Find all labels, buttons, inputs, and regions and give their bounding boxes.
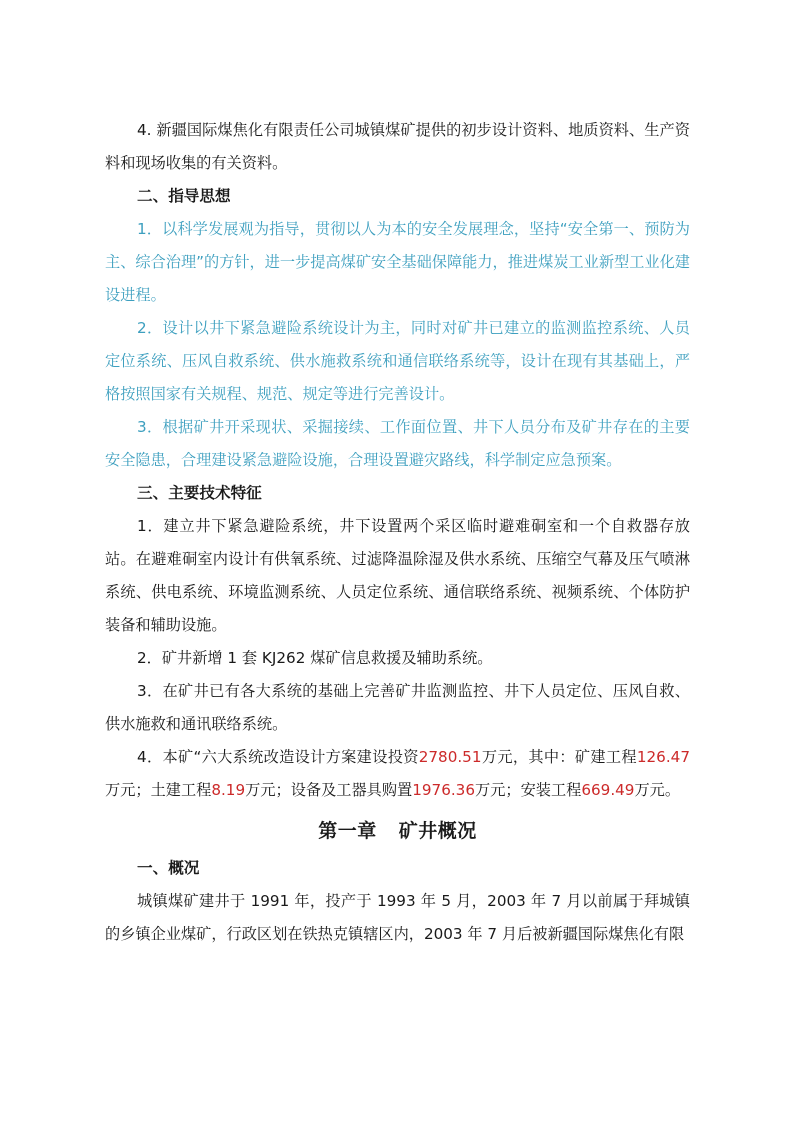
invest-text-3: 万元；土建工程: [105, 781, 212, 799]
invest-text-6: 万元。: [634, 781, 681, 799]
chapter-title: [105, 813, 690, 849]
section-heading-overview: 一、概况: [137, 859, 200, 877]
feature-point-3: 3．在矿井已有各大系统的基础上完善矿井监测监控、井下人员定位、压风自救、供水施救和通讯联络系统。: [105, 682, 690, 733]
invest-total-value: 2780.51: [418, 748, 482, 766]
guiding-point-3: 3．根据矿井开采现状、采掘接续、工作面位置、井下人员分布及矿井存在的主要安全隐患，合理建设紧急避险设施，合理设置避灾路线，科学制定应急预案。: [105, 418, 690, 469]
mine-construction-value: 126.47: [636, 748, 691, 766]
guiding-point-1: 1．以科学发展观为指导，贯彻以人为本的安全发展理念，坚持“安全第一、预防为主、综合治理”的方针，进一步提高煤矿安全基础保障能力，推进煤炭工业新型工业化建设进程。: [105, 220, 690, 304]
feature-point-4: [105, 741, 690, 807]
feature-point-2: 2．矿井新增 1 套 KJ262 煤矿信息救援及辅助系统。: [137, 649, 493, 667]
item-4-paragraph: 4. 新疆国际煤焦化有限责任公司城镇煤矿提供的初步设计资料、地质资料、生产资料和现场收集的有关资料。: [105, 121, 690, 172]
chapter-name: 矿井概况: [398, 820, 477, 842]
overview-paragraph: 城镇煤矿建井于 1991 年，投产于 1993 年 5 月，2003 年 7 月以前属于拜城镇的乡镇企业煤矿，行政区划在铁热克镇辖区内，2003 年 7 月后被新疆国际煤焦化有限: [105, 892, 690, 943]
equipment-value: 1976.36: [412, 781, 476, 799]
invest-text-1: 4．本矿“六大系统改造设计方案建设投资: [137, 748, 419, 766]
invest-text-4: 万元；设备及工器具购置: [245, 781, 413, 799]
section-heading-guiding: 二、指导思想: [137, 187, 231, 205]
document-page: [105, 114, 690, 951]
feature-point-1: 1．建立井下紧急避险系统，井下设置两个采区临时避难硐室和一个自救器存放站。在避难硐室内设计有供氧系统、过滤降温除湿及供水系统、压缩空气幕及压气喷淋系统、供电系统、环境监测系统、人员定位系统、通信联络系统、视频系统、个体防护装备和辅助设施。: [105, 517, 690, 634]
invest-text-2: 万元，其中：矿建工程: [481, 748, 637, 766]
guiding-point-2: 2．设计以井下紧急避险系统设计为主，同时对矿井已建立的监测监控系统、人员定位系统、压风自救系统、供水施救系统和通信联络系统等，设计在现有其基础上，严格按照国家有关规程、规范、规定等进行完善设计。: [105, 319, 690, 403]
installation-value: 669.49: [581, 781, 635, 799]
section-heading-features: 三、主要技术特征: [137, 484, 262, 502]
invest-text-5: 万元；安装工程: [475, 781, 582, 799]
civil-works-value: 8.19: [211, 781, 246, 799]
chapter-number: 第一章: [318, 820, 377, 842]
